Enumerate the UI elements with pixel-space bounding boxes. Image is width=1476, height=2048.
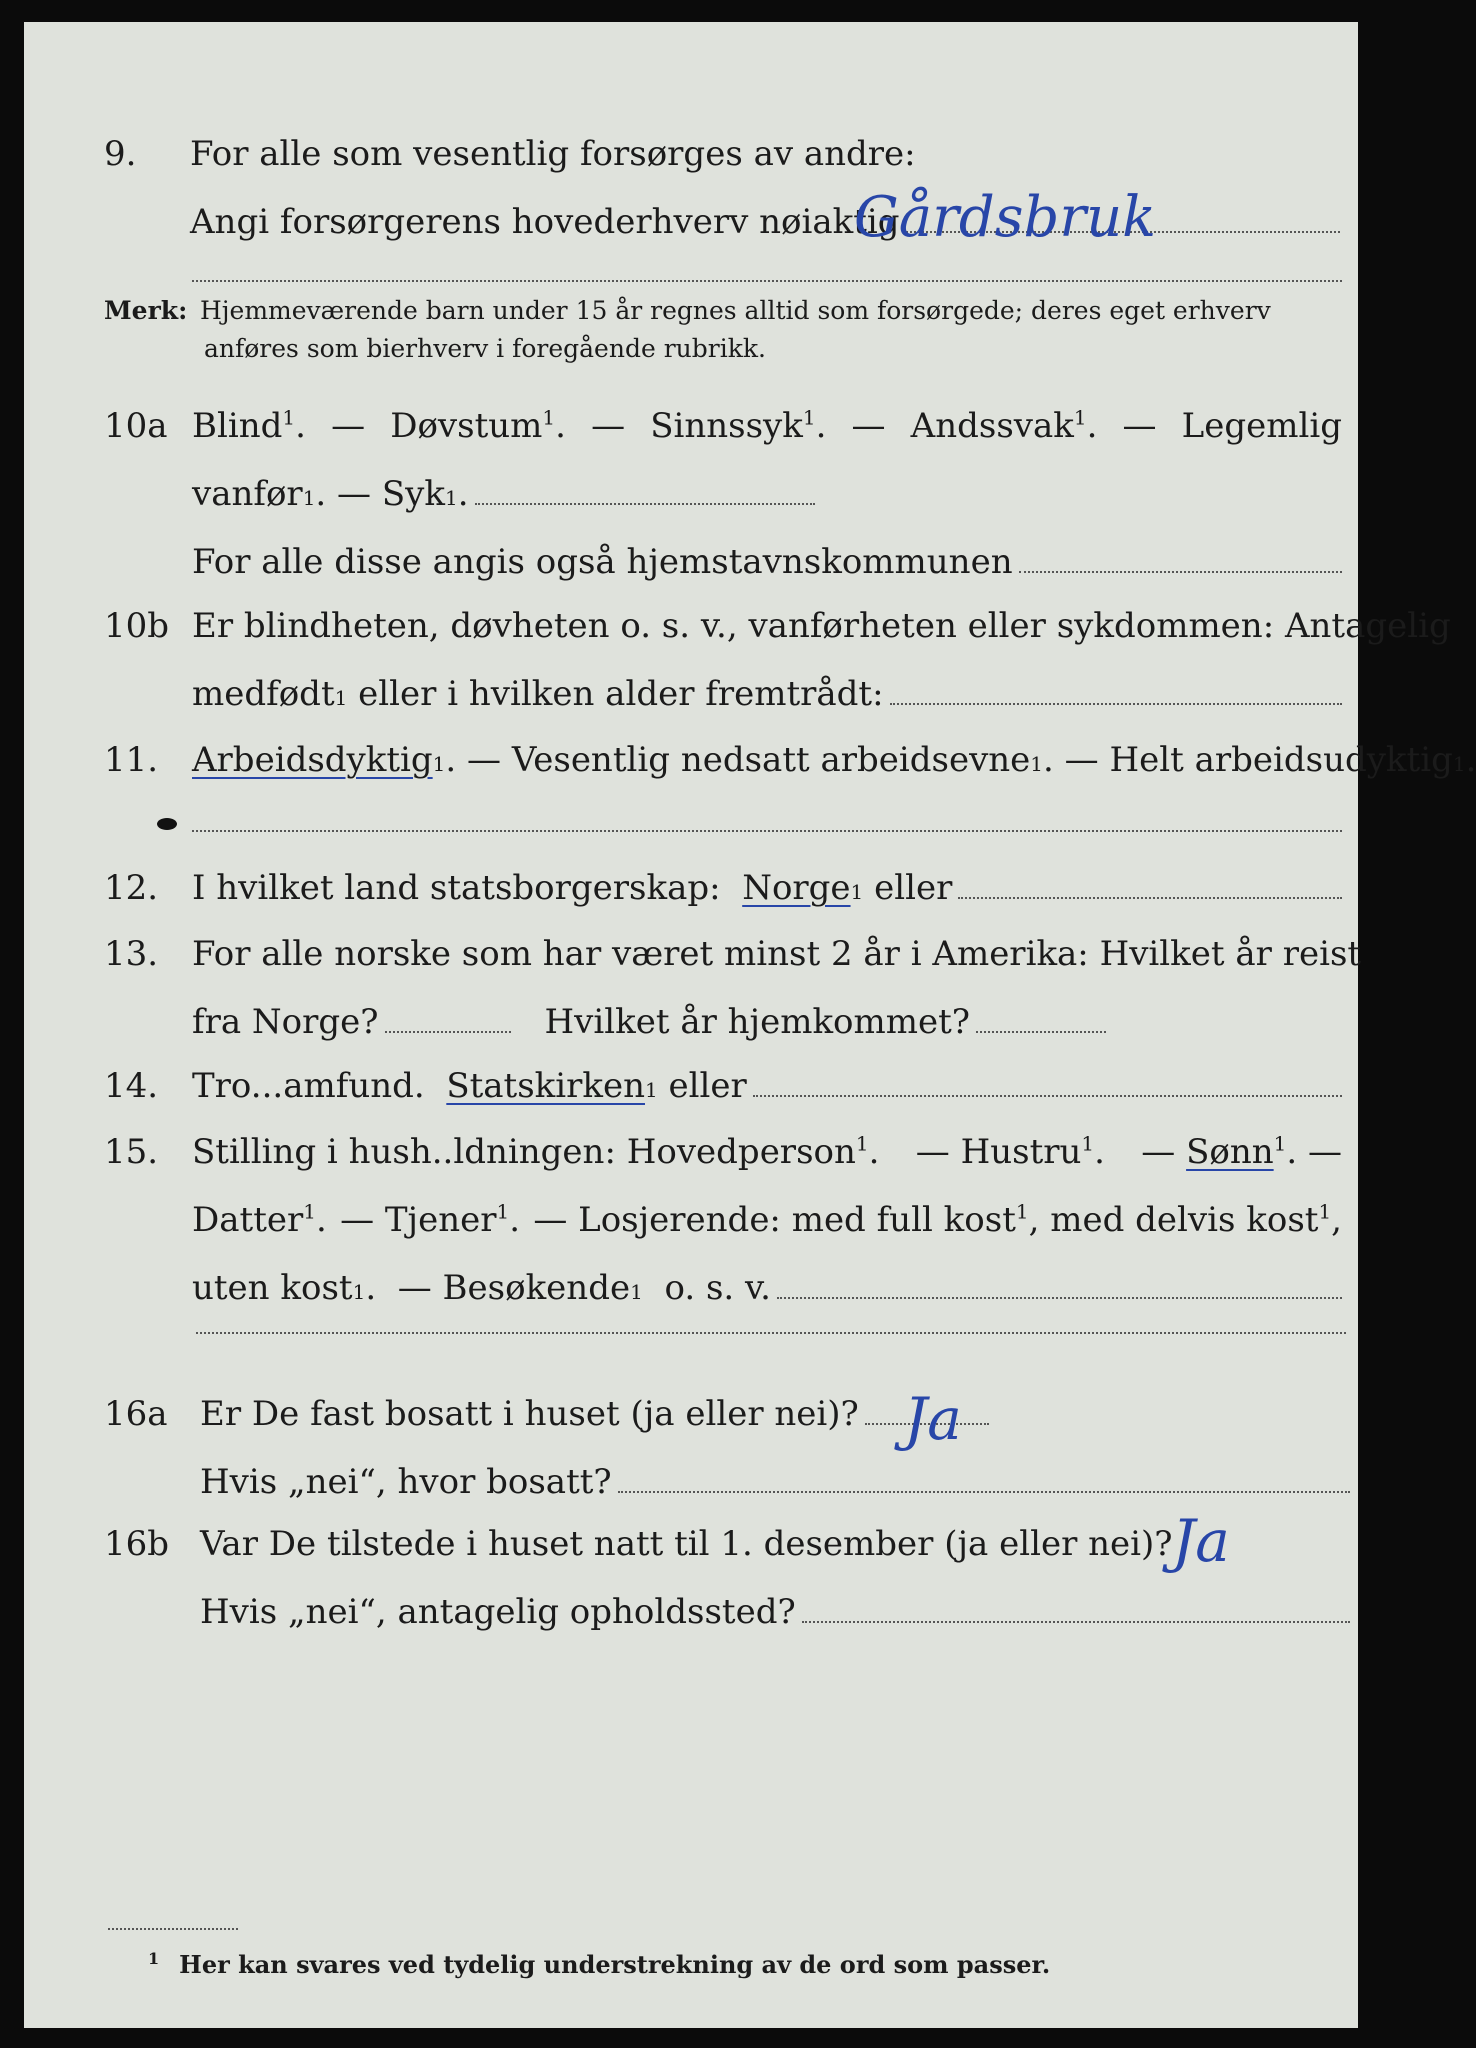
handwritten-answer: Ja bbox=[1172, 1507, 1230, 1575]
question-text: Blind$^1$. — Døvstum$^1$. — Sinnssyk$^1$. — Andssvak$^1$. — Legemlig bbox=[192, 405, 1342, 446]
question-text: vanfør 1 . — Syk 1 . bbox=[192, 460, 1342, 528]
question-text: For alle norske som har været minst 2 år i Amerika: Hvilket år reist bbox=[192, 934, 1362, 974]
footnote-mark: 1 bbox=[148, 1949, 160, 1968]
answer-row: Angi forsørgerens hovederhverv nøiaktig bbox=[190, 188, 1340, 256]
question-text: For alle som vesentlig forsørges av andre: bbox=[190, 134, 916, 174]
handwritten-answer: Ja bbox=[904, 1385, 962, 1453]
answer-line bbox=[777, 1297, 1342, 1299]
answer-row: Hvis „nei“, antagelig opholdssted? bbox=[200, 1578, 1350, 1646]
question-number: 12. bbox=[104, 868, 159, 908]
answer-line bbox=[958, 897, 1342, 899]
question-number: 16a bbox=[104, 1394, 168, 1434]
question-text: Er blindheten, døvheten o. s. v., vanførheten eller sykdommen: Antagelig bbox=[192, 606, 1451, 646]
answer-line bbox=[890, 703, 1342, 705]
answer-line bbox=[753, 1095, 1342, 1097]
question-text: Stilling i hush..ldningen: Hovedperson$^1$. — Hustru$^1$. — Sønn$^1$. — bbox=[192, 1131, 1342, 1172]
blank-line bbox=[192, 280, 1342, 282]
question-number: 10b bbox=[104, 606, 170, 646]
underlined-option: Norge bbox=[742, 868, 851, 908]
answer-row: fra Norge? Hvilket år hjemkommet? bbox=[192, 988, 1342, 1056]
footnote bbox=[148, 1950, 1050, 1979]
ink-spot bbox=[157, 818, 177, 830]
question-number: 16b bbox=[104, 1524, 170, 1564]
underlined-option: Arbeidsdyktig bbox=[192, 740, 433, 780]
question-number: 9. bbox=[104, 134, 137, 174]
question-number: 10a bbox=[104, 406, 168, 446]
note-label: Merk: bbox=[104, 296, 188, 325]
question-text: Var De tilstede i huset natt til 1. desember (ja eller nei)? bbox=[200, 1524, 1173, 1564]
answer-row: Er De fast bosatt i huset (ja eller nei)? bbox=[200, 1380, 1350, 1448]
handwritten-answer: Gårdsbruk bbox=[854, 185, 1157, 250]
footnote-rule bbox=[108, 1928, 238, 1930]
answer-row: Hvis „nei“, hvor bosatt? bbox=[200, 1448, 1350, 1516]
answer-line-left bbox=[385, 1031, 511, 1033]
question-number: 13. bbox=[104, 934, 159, 974]
note-text: Hjemmeværende barn under 15 år regnes alltid som forsørgede; deres eget erhverv anføres som bierhverv i foregående rubrikk. bbox=[200, 296, 1271, 363]
answer-line bbox=[1019, 571, 1342, 573]
blank-line bbox=[196, 1332, 1346, 1334]
question-number: 11. bbox=[104, 740, 159, 780]
question-number: 14. bbox=[104, 1066, 159, 1106]
footnote-text: Her kan svares ved tydelig understrekning av de ord som passer. bbox=[179, 1950, 1051, 1979]
answer-line bbox=[475, 503, 815, 505]
answer-row: uten kost 1 . — Besøkende 1 o. s. v. bbox=[192, 1254, 1342, 1322]
underlined-option: Statskirken bbox=[446, 1066, 645, 1106]
answer-row: medfødt 1 eller i hvilken alder fremtrådt: bbox=[192, 660, 1342, 728]
answer-row: I hvilket land statsborgerskap: Norge 1 eller bbox=[192, 854, 1342, 922]
underlined-option: Sønn bbox=[1186, 1132, 1274, 1172]
blank-line bbox=[192, 830, 1342, 832]
answer-row: Tro...amfund. Statskirken 1 eller bbox=[192, 1052, 1342, 1120]
question-text: Datter$^1$. — Tjener$^1$. — Losjerende: med full kost$^1$, med delvis kost$^1$, bbox=[192, 1199, 1342, 1240]
answer-line-right bbox=[976, 1031, 1106, 1033]
answer-line bbox=[802, 1621, 1350, 1623]
answer-line bbox=[618, 1491, 1350, 1493]
census-form-page bbox=[24, 22, 1476, 2028]
question-number: 15. bbox=[104, 1132, 159, 1172]
question-text: Arbeidsdyktig 1 . — Vesentlig nedsatt arbeidsevne 1 . — Helt arbeidsudyktig 1 . bbox=[192, 726, 1342, 794]
answer-row: For alle disse angis også hjemstavnskommunen bbox=[192, 528, 1342, 596]
